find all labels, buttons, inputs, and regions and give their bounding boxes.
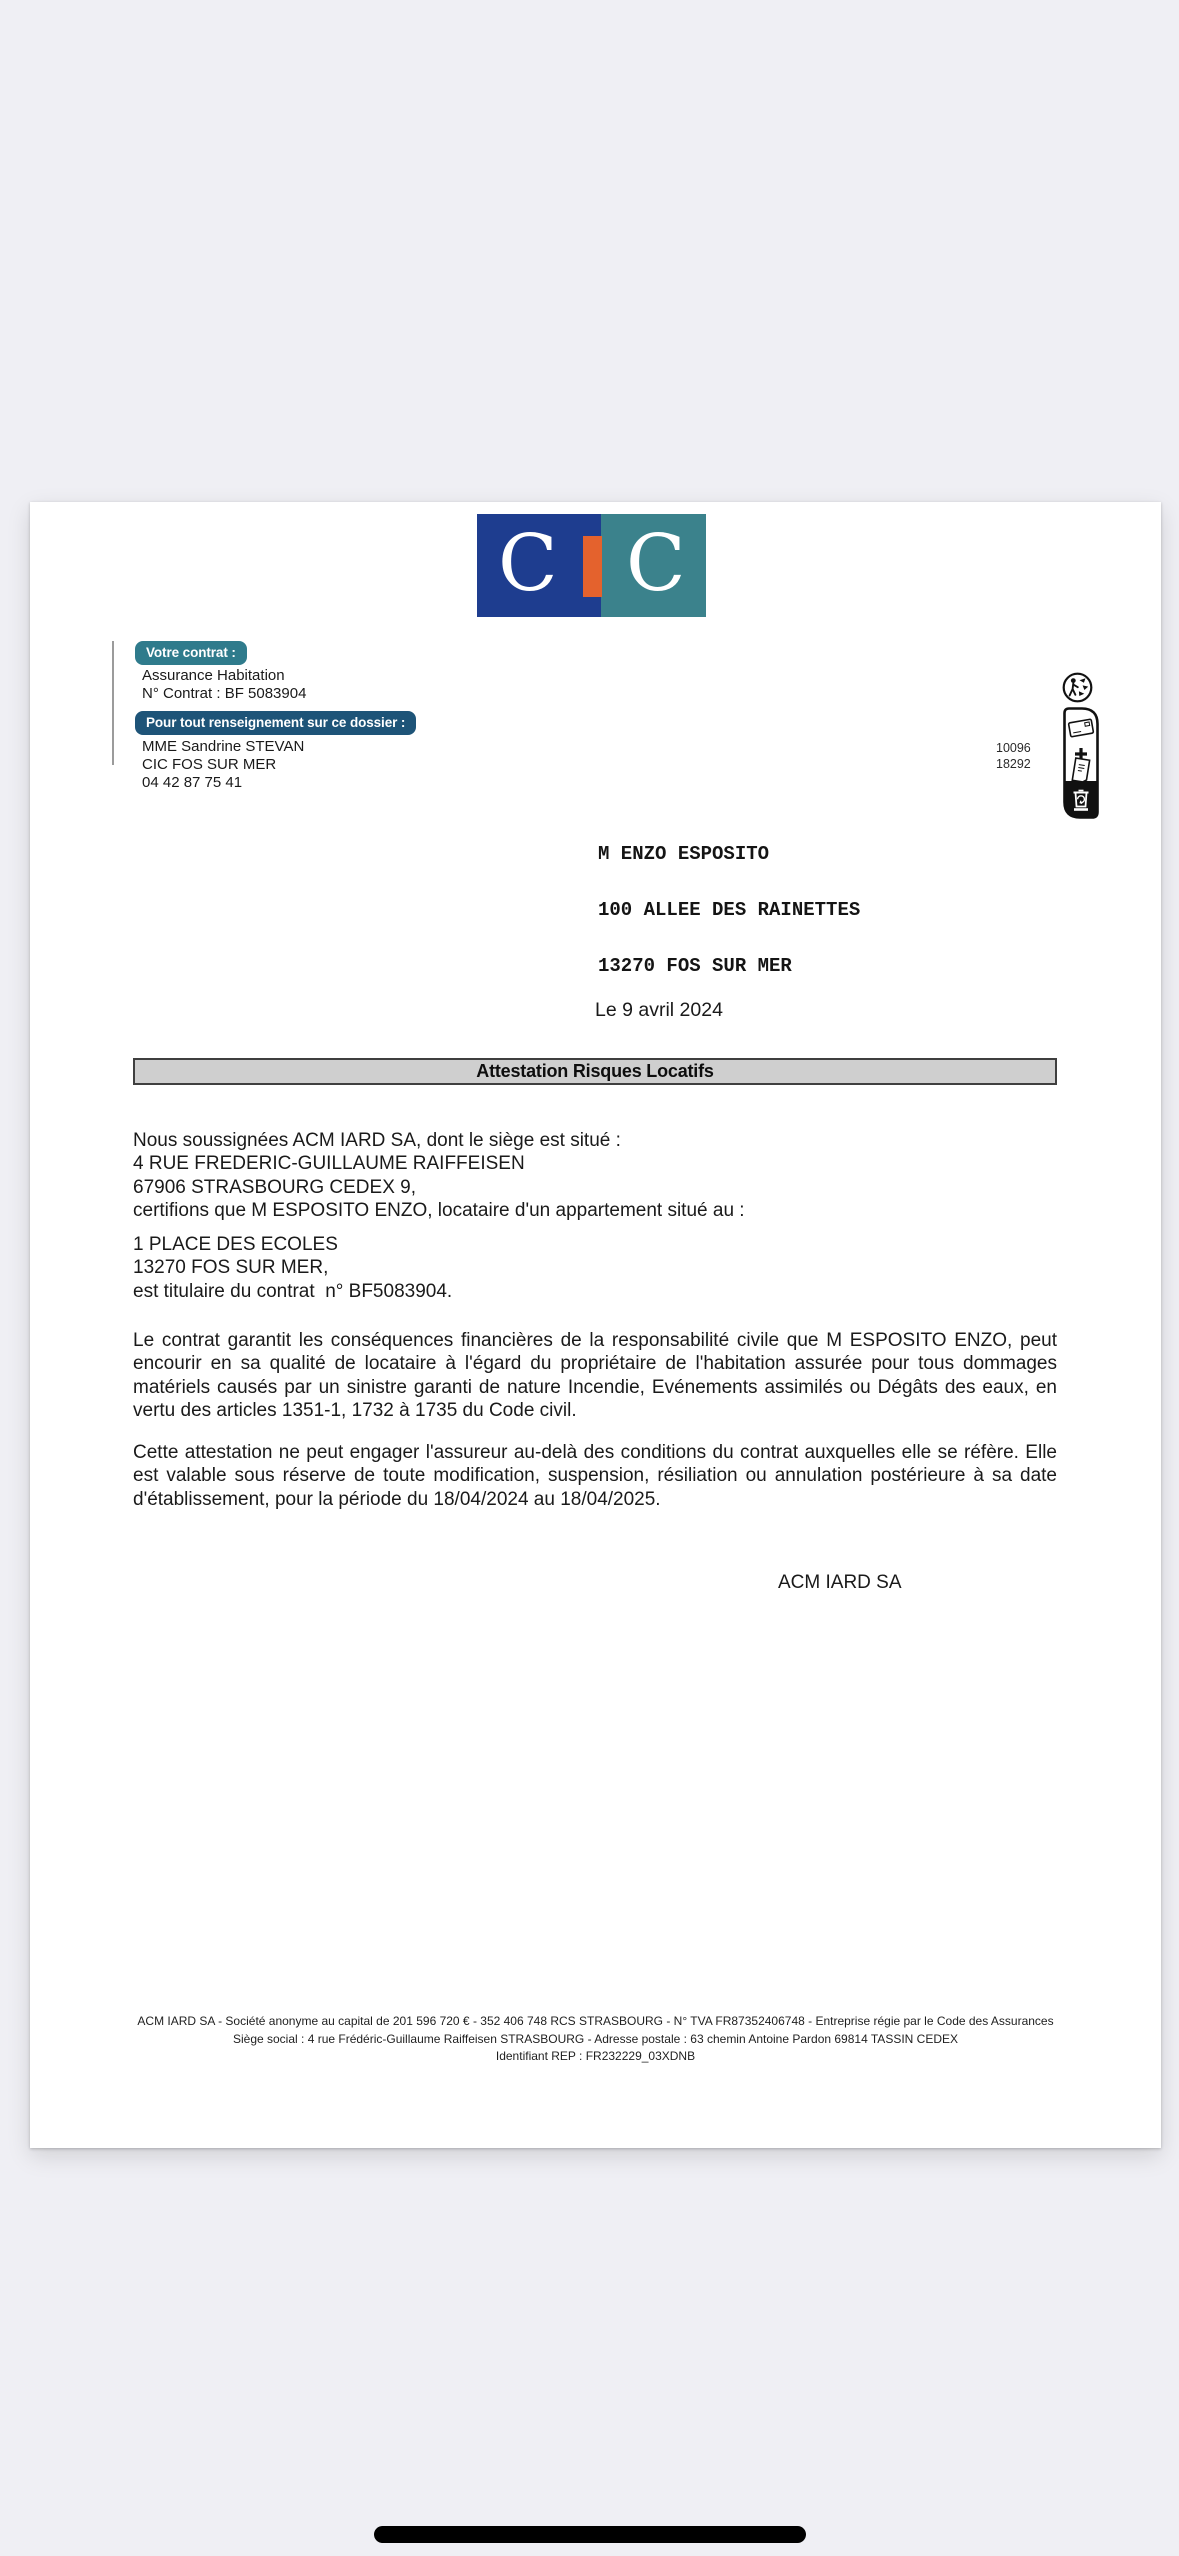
fold-mark-line bbox=[112, 641, 114, 765]
home-indicator[interactable] bbox=[374, 2526, 806, 2543]
validity-paragraph: Cette attestation ne peut engager l'assureur au-delà des conditions du contrat auxquelles elle se réfère. Elle est valable sous réserve de toute modification, suspension, résiliation ou annulation postérieure à sa date d'établissement, pour la période du 18/04/2024 au 18/04/2025. bbox=[133, 1442, 1057, 1510]
letter-date: Le 9 avril 2024 bbox=[595, 999, 723, 1021]
footer-line: Identifiant REP : FR232229_03XDNB bbox=[495, 2049, 696, 2064]
footer-line: ACM IARD SA - Société anonyme au capital de 201 596 720 € - 352 406 748 RCS STRASBOURG - N° TVA FR87352406748 - Entreprise régie par le Code des Assurances bbox=[137, 2014, 1054, 2028]
print-codes bbox=[996, 741, 1031, 772]
document-page[interactable] bbox=[30, 502, 1161, 2148]
contract-box-label: Votre contrat : bbox=[135, 641, 247, 665]
property-block bbox=[133, 1233, 1057, 1303]
signer-name: ACM IARD SA bbox=[778, 1572, 902, 1593]
phone-number-line: 04 42 87 75 41 bbox=[142, 774, 243, 791]
recipient-address bbox=[598, 808, 860, 1013]
intro-line: certifions que M ESPOSITO ENZO, locataire d'un appartement situé au : bbox=[133, 1199, 745, 1221]
contract-product-line: Assurance Habitation bbox=[142, 667, 285, 684]
contract-box-details bbox=[142, 667, 306, 703]
print-code-line: 10096 bbox=[996, 741, 1031, 755]
advisor-name-line: MME Sandrine STEVAN bbox=[142, 738, 305, 755]
intro-line: 4 RUE FREDERIC-GUILLAUME RAIFFEISEN bbox=[133, 1153, 525, 1175]
property-line: 13270 FOS SUR MER, bbox=[133, 1257, 329, 1279]
guarantee-paragraph: Le contrat garantit les conséquences financières de la responsabilité civile que M ESPOSITO ENZO, peut encourir en sa qualité de locataire à l'égard du propriétaire de l'habitation assurée pour tous dommages matériels causés par un sinistre garanti de nature Incendie, Evénements assimilés ou Dégâts des eaux, en vertu des articles 1351-1, 1732 à 1735 du Code civil. bbox=[133, 1330, 1057, 1421]
paper-sorting-bin-icon bbox=[1063, 707, 1099, 819]
recipient-name-line: M ENZO ESPOSITO bbox=[598, 843, 770, 866]
triman-recycling-icon bbox=[1062, 672, 1093, 703]
recipient-street-line: 100 ALLEE DES RAINETTES bbox=[598, 898, 861, 921]
contract-number-line: N° Contrat : BF 5083904 bbox=[142, 685, 307, 702]
footer-line: Siège social : 4 rue Frédéric-Guillaume Raiffeisen STRASBOURG - Adresse postale : 63 chemin Antoine Pardon 69814 TASSIN CEDEX bbox=[232, 2031, 958, 2046]
paper-sheet-icon bbox=[1072, 758, 1089, 782]
cic-logo bbox=[477, 514, 706, 617]
intro-block bbox=[133, 1129, 1057, 1222]
intro-line: Nous soussignées ACM IARD SA, dont le siège est situé : bbox=[133, 1130, 621, 1151]
intro-line: 67906 STRASBOURG CEDEX 9, bbox=[133, 1176, 416, 1198]
contact-box-details bbox=[142, 738, 304, 792]
contact-box-label: Pour tout renseignement sur ce dossier : bbox=[135, 711, 416, 735]
property-line: 1 PLACE DES ECOLES bbox=[133, 1234, 338, 1255]
envelope-icon bbox=[1068, 719, 1093, 737]
agency-name-line: CIC FOS SUR MER bbox=[142, 756, 277, 773]
cic-logo-teal-block bbox=[601, 514, 706, 617]
cic-logo-orange-bar bbox=[583, 536, 602, 597]
property-line: est titulaire du contrat n° BF5083904. bbox=[133, 1280, 453, 1302]
recipient-city-line: 13270 FOS SUR MER bbox=[598, 954, 792, 977]
legal-footer bbox=[30, 2013, 1161, 2066]
document-title-bar: Attestation Risques Locatifs bbox=[133, 1058, 1057, 1085]
print-code-line: 18292 bbox=[996, 756, 1031, 771]
cic-logo-right-letter: C bbox=[626, 519, 686, 609]
cic-logo-left-letter: C bbox=[498, 519, 558, 609]
